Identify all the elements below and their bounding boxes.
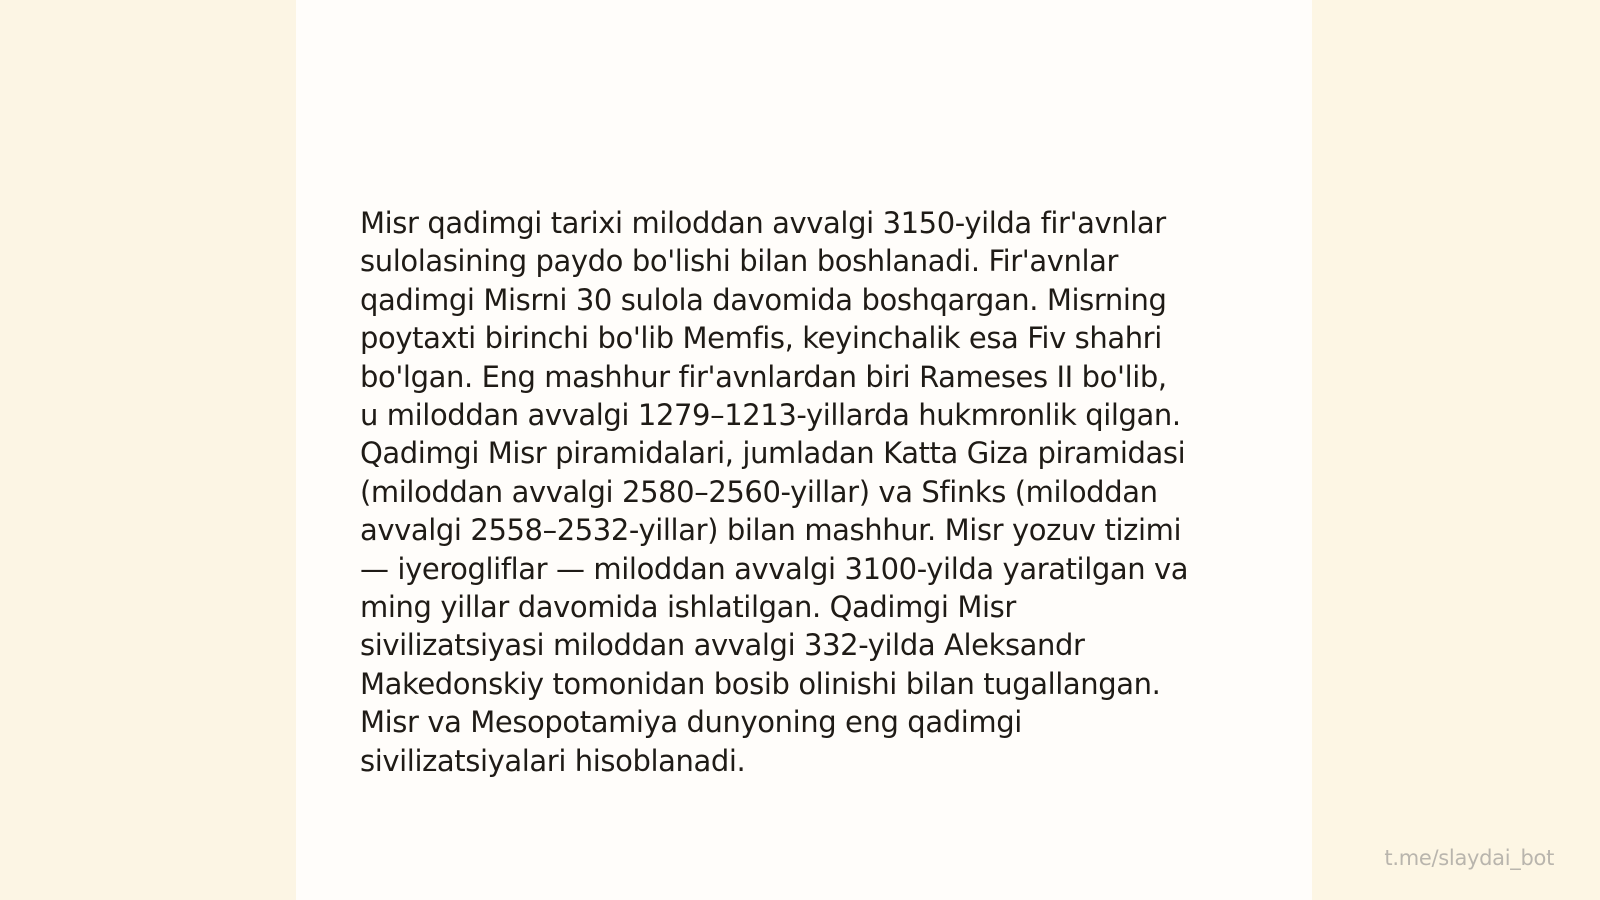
watermark-link: t.me/slaydai_bot: [1384, 846, 1554, 870]
slide-content-area: [296, 0, 1312, 900]
slide-body-text: Misr qadimgi tarixi miloddan avvalgi 3150-yilda fir'avnlar sulolasining paydo bo'lishi bilan boshlanadi. Fir'avnlar qadimgi Misrni 30 sulola davomida boshqargan. Misrning poytaxti birinchi bo'lib Memfis, keyinchalik esa Fiv shahri bo'lgan. Eng mashhur fir'avnlardan biri Rameses II bo'lib, u miloddan avvalgi 1279–1213-yillarda hukmronlik qilgan. Qadimgi Misr piramidalari, jumladan Katta Giza piramidasi (miloddan avvalgi 2580–2560-yillar) va Sfinks (miloddan avvalgi 2558–2532-yillar) bilan mashhur. Misr yozuv tizimi — iyerogliflar — miloddan avvalgi 3100-yilda yaratilgan va ming yillar davomida ishlatilgan. Qadimgi Misr sivilizatsiyasi miloddan avvalgi 332-yilda Aleksandr Makedonskiy tomonidan bosib olinishi bilan tugallangan. Misr va Mesopotamiya dunyoning eng qadimgi sivilizatsiyalari hisoblanadi.: [360, 206, 1189, 778]
right-margin-panel: [1312, 0, 1600, 900]
left-margin-panel: [0, 0, 296, 900]
